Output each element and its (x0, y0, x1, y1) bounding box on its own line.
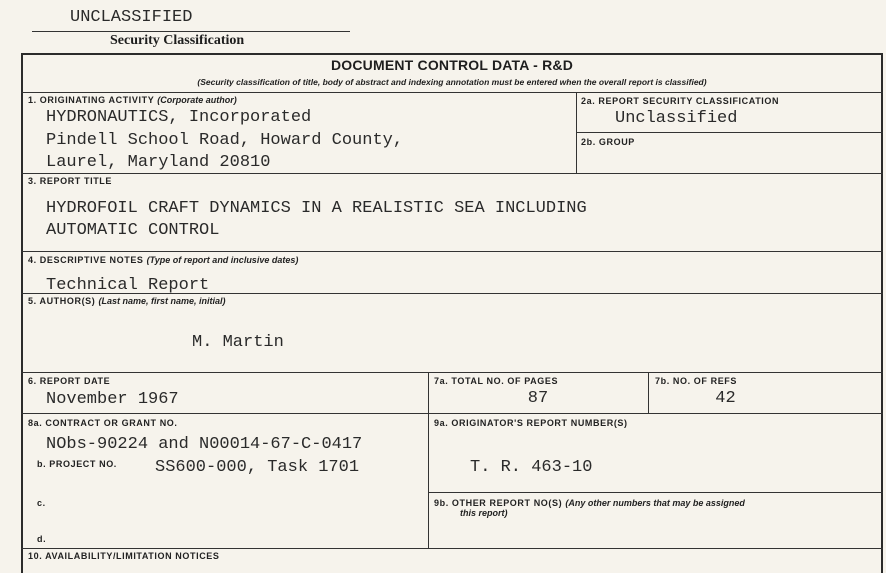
classification-label: Security Classification (110, 33, 245, 48)
report-date-label: 6. REPORT DATE (28, 376, 111, 386)
total-pages-value: 87 (527, 389, 549, 408)
classification-top: UNCLASSIFIED (70, 8, 193, 27)
refs-value: 42 (715, 389, 736, 408)
originator-number-label: 9a. ORIGINATOR'S REPORT NUMBER(S) (434, 418, 628, 428)
total-pages-label: 7a. TOTAL NO. OF PAGES (434, 376, 559, 386)
originating-label: 1. ORIGINATING ACTIVITY (Corporate author) (28, 95, 237, 105)
rule-col-2 (576, 92, 577, 173)
group-label: 2b. GROUP (581, 137, 635, 147)
form-instruction: (Security classification of title, body of abstract and indexing annotation must be entered when the overall report is classified) (197, 77, 707, 87)
refs-label: 7b. NO. OF REFS (655, 376, 738, 386)
other-numbers-label: 9b. OTHER REPORT NO(S) (Any other numbers that may be assigned (434, 498, 745, 508)
sub-d-label: d. (37, 534, 47, 544)
report-title-label: 3. REPORT TITLE (28, 176, 113, 186)
form-title: DOCUMENT CONTROL DATA - R&D (330, 57, 574, 73)
report-title-line-2: AUTOMATIC CONTROL (46, 221, 220, 240)
contract-label: 8a. CONTRACT OR GRANT NO. (28, 418, 178, 428)
originating-line-1: HYDRONAUTICS, Incorporated (46, 108, 312, 127)
rule-row1-top (21, 92, 883, 93)
security-value: Unclassified (615, 109, 738, 128)
security-label: 2a. REPORT SECURITY CLASSIFICATION (581, 96, 780, 106)
rule-row6-top (21, 372, 883, 373)
other-numbers-note: this report) (460, 508, 508, 518)
originating-line-3: Laurel, Maryland 20810 (46, 153, 271, 172)
report-date-value: November 1967 (46, 390, 179, 409)
originator-number-value: T. R. 463-10 (470, 458, 593, 477)
descriptive-notes-value: Technical Report (46, 276, 210, 295)
rule-9b-top (428, 492, 883, 493)
project-label: b. PROJECT NO. (37, 459, 117, 469)
rule-row10-top (21, 548, 883, 549)
report-title-line-1: HYDROFOIL CRAFT DYNAMICS IN A REALISTIC SEA INCLUDING (46, 199, 587, 218)
descriptive-notes-label: 4. DESCRIPTIVE NOTES (Type of report and inclusive dates) (28, 255, 299, 265)
sub-c-label: c. (37, 498, 46, 508)
classification-underline (32, 31, 350, 32)
rule-group-top (576, 132, 883, 133)
rule-row3-top (21, 173, 883, 174)
authors-label: 5. AUTHOR(S) (Last name, first name, initial) (28, 296, 226, 306)
originating-line-2: Pindell School Road, Howard County, (46, 131, 404, 150)
availability-label: 10. AVAILABILITY/LIMITATION NOTICES (28, 551, 220, 561)
rule-row4-top (21, 251, 883, 252)
project-value: SS600-000, Task 1701 (155, 458, 360, 477)
authors-value: M. Martin (192, 333, 284, 352)
contract-value: NObs-90224 and N00014-67-C-0417 (46, 435, 363, 454)
rule-row8-top (21, 413, 883, 414)
